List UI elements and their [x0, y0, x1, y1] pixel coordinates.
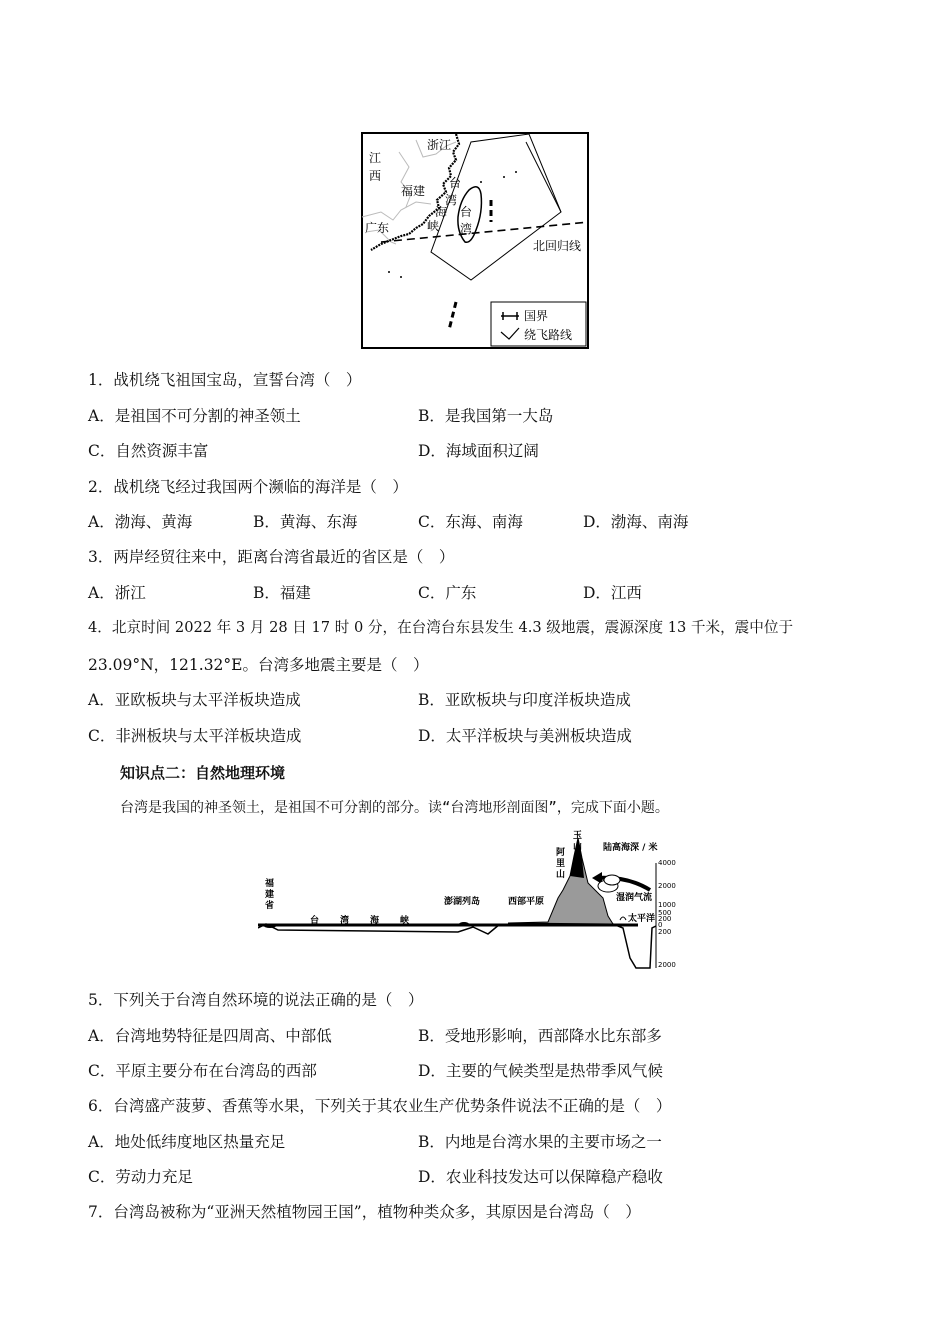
option-4d[interactable]: D．太平洋板块与美洲板块造成 — [418, 727, 632, 745]
tick-label: 4000 — [658, 859, 676, 867]
option-6a[interactable]: A．地处低纬度地区热量充足 — [88, 1133, 286, 1151]
question-text: 战机绕飞经过我国两个濒临的海洋是（ ） — [113, 478, 408, 496]
option-5d[interactable]: D．主要的气候类型是热带季风气候 — [418, 1062, 663, 1080]
option-6c[interactable]: C．劳动力充足 — [88, 1168, 193, 1186]
profile-label-alishan-1: 阿 — [556, 848, 566, 858]
option-5b[interactable]: B．受地形影响，西部降水比东部多 — [418, 1027, 662, 1045]
tick-label: 2000 — [658, 961, 676, 969]
map-label-island-1: 台 — [460, 205, 473, 219]
legend-border-label: 国界 — [524, 309, 549, 323]
profile-label-strait-3: 海 — [370, 916, 380, 926]
profile-label-airflow: 湿润气流 — [616, 893, 653, 903]
question-4 — [88, 618, 793, 638]
option-5c[interactable]: C．平原主要分布在台湾岛的西部 — [88, 1062, 317, 1080]
profile-unit-label: 陆高海深 / 米 — [603, 843, 658, 853]
profile-label-west-plain: 西部平原 — [508, 897, 545, 907]
question-5 — [88, 990, 423, 1010]
profile-label-fujian-1: 福 — [265, 879, 275, 889]
profile-label-penghu: 澎湖列岛 — [444, 897, 481, 907]
profile-label-strait-1: 台 — [310, 916, 320, 926]
map-label-guangdong: 广东 — [365, 221, 390, 235]
option-2a[interactable]: A．渤海、黄海 — [88, 513, 193, 531]
option-1d[interactable]: D．海域面积辽阔 — [418, 442, 539, 460]
tick-label: 200 — [658, 928, 672, 936]
map-label-strait-2: 湾 — [445, 193, 458, 207]
option-3c[interactable]: C．广东 — [418, 584, 477, 602]
profile-label-strait-2: 湾 — [340, 916, 350, 926]
option-3b[interactable]: B．福建 — [253, 584, 311, 602]
question-text: 台湾岛被称为“亚洲天然植物园王国”，植物种类众多，其原因是台湾岛（ ） — [113, 1203, 641, 1221]
map-label-island-2: 湾 — [460, 222, 473, 236]
tick-label: 200 — [658, 915, 672, 923]
question-7 — [88, 1202, 641, 1222]
question-number: 2． — [88, 478, 114, 496]
question-text: 下列关于台湾自然环境的说法正确的是（ ） — [113, 991, 424, 1009]
option-6b[interactable]: B．内地是台湾水果的主要市场之一 — [418, 1133, 662, 1151]
option-3d[interactable]: D．江西 — [583, 584, 642, 602]
option-4c[interactable]: C．非洲板块与太平洋板块造成 — [88, 727, 302, 745]
question-6 — [88, 1096, 671, 1116]
profile-label-fujian-3: 省 — [265, 901, 275, 911]
profile-label-alishan-3: 山 — [556, 870, 566, 880]
option-2d[interactable]: D．渤海、南海 — [583, 513, 689, 531]
map-label-jiangxi-2: 西 — [369, 169, 382, 183]
question-text: 两岸经贸往来中，距离台湾省最近的省区是（ ） — [113, 548, 455, 566]
taiwan-terrain-profile — [258, 828, 698, 973]
map-label-strait-1: 台 — [449, 176, 462, 190]
tick-label: 2000 — [658, 882, 676, 890]
question-number: 7． — [88, 1203, 114, 1221]
option-3a[interactable]: A．浙江 — [88, 584, 146, 602]
map-label-strait-3: 海 — [435, 205, 448, 219]
option-5a[interactable]: A．台湾地势特征是四周高、中部低 — [88, 1027, 332, 1045]
question-text: 北京时间 2022 年 3 月 28 日 17 时 0 分，在台湾台东县发生 4.3 级地震，震源深度 13 千米，震中位于 — [111, 619, 794, 636]
profile-label-pacific: 太平洋 — [628, 914, 656, 924]
question-text: 台湾盛产菠萝、香蕉等水果，下列关于其农业生产优势条件说法不正确的是（ ） — [113, 1097, 672, 1115]
question-2 — [88, 477, 408, 497]
question-number: 1． — [88, 371, 114, 389]
option-2b[interactable]: B．黄海、东海 — [253, 513, 358, 531]
question-4-cont: 23.09°N，121.32°E。台湾多地震主要是（ ） — [88, 656, 429, 674]
question-number: 5． — [88, 991, 114, 1009]
section-intro: 台湾是我国的神圣领土，是祖国不可分割的部分。读“台湾地形剖面图”，完成下面小题。 — [120, 800, 669, 816]
profile-label-strait-4: 峡 — [400, 916, 410, 926]
map-label-tropic: 北回归线 — [533, 239, 582, 253]
map-label-zhejiang: 浙江 — [427, 138, 452, 152]
section-heading: 知识点二：自然地理环境 — [120, 764, 286, 782]
profile-label-yushan-2: 山 — [573, 842, 583, 852]
option-1a[interactable]: A．是祖国不可分割的神圣领土 — [88, 407, 301, 425]
option-6d[interactable]: D．农业科技发达可以保障稳产稳收 — [418, 1168, 663, 1186]
tick-label: 500 — [658, 909, 672, 917]
question-3 — [88, 547, 454, 567]
question-1 — [88, 370, 361, 390]
question-text: 战机绕飞祖国宝岛，宣誓台湾（ ） — [113, 371, 362, 389]
option-4b[interactable]: B．亚欧板块与印度洋板块造成 — [418, 691, 631, 709]
profile-label-yushan-1: 玉 — [573, 831, 583, 841]
option-1c[interactable]: C．自然资源丰富 — [88, 442, 209, 460]
profile-label-alishan-2: 里 — [556, 859, 566, 869]
option-4a[interactable]: A．亚欧板块与太平洋板块造成 — [88, 691, 301, 709]
tick-label: 0 — [658, 921, 663, 929]
question-number: 3． — [88, 548, 114, 566]
tick-label: 1000 — [658, 901, 676, 909]
taiwan-route-map — [361, 132, 589, 349]
question-number: 6． — [88, 1097, 114, 1115]
profile-label-fujian-2: 建 — [265, 890, 275, 900]
map-label-jiangxi-1: 江 — [369, 151, 382, 165]
question-number: 4． — [88, 619, 112, 636]
map-label-strait-4: 峡 — [427, 219, 440, 233]
option-2c[interactable]: C．东海、南海 — [418, 513, 523, 531]
legend-route-label: 绕飞路线 — [524, 328, 573, 342]
option-1b[interactable]: B．是我国第一大岛 — [418, 407, 554, 425]
map-label-fujian: 福建 — [401, 184, 426, 198]
